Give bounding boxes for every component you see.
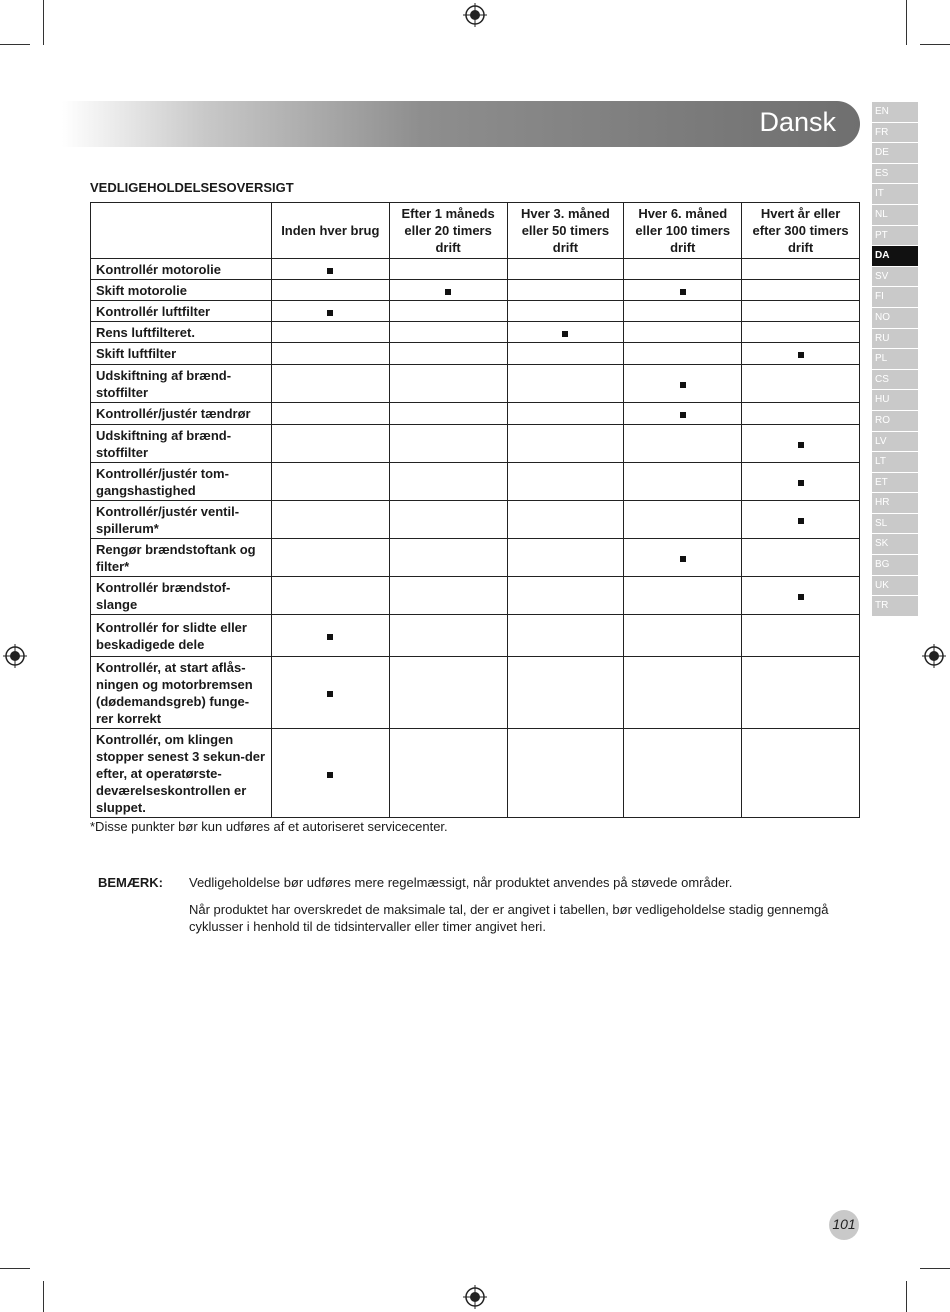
table-row <box>91 301 860 322</box>
task-cell: Kontrollér, at start aflås-ningen og motorbremsen (dødemandsgreb) funge-rer korrekt <box>91 657 272 729</box>
interval-cell <box>507 501 624 539</box>
table-row <box>91 403 860 425</box>
interval-cell <box>742 365 860 403</box>
interval-cell <box>389 501 507 539</box>
interval-cell <box>271 403 389 425</box>
table-row <box>91 615 860 657</box>
language-tab-lt: LT <box>872 452 918 472</box>
interval-cell <box>507 280 624 301</box>
interval-cell <box>271 615 389 657</box>
task-cell: Skift motorolie <box>91 280 272 301</box>
language-tab-uk: UK <box>872 576 918 596</box>
registration-mark-icon <box>3 644 27 668</box>
interval-cell <box>271 301 389 322</box>
task-cell: Kontrollér, om klingen stopper senest 3 sekun-der efter, at operatørste-deværelseskontrollen er sluppet. <box>91 729 272 818</box>
language-tab-nl: NL <box>872 205 918 225</box>
header-band <box>62 101 860 147</box>
language-tab-lv: LV <box>872 432 918 452</box>
interval-cell <box>624 301 742 322</box>
table-row <box>91 365 860 403</box>
interval-cell <box>507 463 624 501</box>
task-cell: Rens luftfilteret. <box>91 322 272 343</box>
crop-mark <box>43 0 44 45</box>
interval-cell <box>742 301 860 322</box>
interval-cell <box>624 577 742 615</box>
interval-cell <box>742 501 860 539</box>
check-mark-icon <box>798 594 804 600</box>
check-mark-icon <box>327 268 333 274</box>
interval-cell <box>507 365 624 403</box>
check-mark-icon <box>327 772 333 778</box>
crop-mark <box>0 44 30 45</box>
interval-cell <box>389 615 507 657</box>
language-tab-it: IT <box>872 184 918 204</box>
table-row <box>91 343 860 365</box>
language-tab-hu: HU <box>872 390 918 410</box>
table-row <box>91 501 860 539</box>
interval-cell <box>271 729 389 818</box>
task-cell: Skift luftfilter <box>91 343 272 365</box>
page-title: Dansk <box>759 107 836 137</box>
interval-cell <box>389 577 507 615</box>
interval-cell <box>624 463 742 501</box>
interval-cell <box>624 539 742 577</box>
check-mark-icon <box>327 691 333 697</box>
interval-cell <box>271 425 389 463</box>
table-row <box>91 322 860 343</box>
check-mark-icon <box>562 331 568 337</box>
table-row <box>91 729 860 818</box>
check-mark-icon <box>798 480 804 486</box>
page-number: 101 <box>829 1210 859 1240</box>
interval-cell <box>624 657 742 729</box>
interval-cell <box>742 615 860 657</box>
column-header <box>91 203 272 259</box>
interval-cell <box>507 425 624 463</box>
interval-cell <box>624 615 742 657</box>
language-tab-sk: SK <box>872 534 918 554</box>
interval-cell <box>507 657 624 729</box>
interval-cell <box>389 729 507 818</box>
language-tab-cs: CS <box>872 370 918 390</box>
column-header: Efter 1 måneds eller 20 timers drift <box>389 203 507 259</box>
interval-cell <box>271 657 389 729</box>
crop-mark <box>0 1268 30 1269</box>
note-paragraph: Vedligeholdelse bør udføres mere regelmæssigt, når produktet anvendes på støvede områder. <box>189 875 733 890</box>
crop-mark <box>43 1281 44 1312</box>
interval-cell <box>389 301 507 322</box>
table-row <box>91 425 860 463</box>
interval-cell <box>389 280 507 301</box>
interval-cell <box>271 259 389 280</box>
column-header: Hver 6. måned eller 100 timers drift <box>624 203 742 259</box>
interval-cell <box>389 259 507 280</box>
language-tab-sl: SL <box>872 514 918 534</box>
section-title: VEDLIGEHOLDELSESOVERSIGT <box>90 180 294 195</box>
language-tab-pl: PL <box>872 349 918 369</box>
language-tab-no: NO <box>872 308 918 328</box>
language-tab-bg: BG <box>872 555 918 575</box>
language-tab-ro: RO <box>872 411 918 431</box>
column-header: Inden hver brug <box>271 203 389 259</box>
interval-cell <box>507 322 624 343</box>
crop-mark <box>906 1281 907 1312</box>
interval-cell <box>507 577 624 615</box>
language-tab-et: ET <box>872 473 918 493</box>
interval-cell <box>389 539 507 577</box>
interval-cell <box>742 657 860 729</box>
interval-cell <box>624 365 742 403</box>
task-cell: Kontrollér/justér ventil-spillerum* <box>91 501 272 539</box>
language-tab-sv: SV <box>872 267 918 287</box>
interval-cell <box>742 539 860 577</box>
crop-mark <box>906 0 907 45</box>
interval-cell <box>271 501 389 539</box>
interval-cell <box>742 322 860 343</box>
interval-cell <box>389 322 507 343</box>
interval-cell <box>742 259 860 280</box>
language-tab-da: DA <box>872 246 918 266</box>
check-mark-icon <box>798 518 804 524</box>
language-tab-en: EN <box>872 102 918 122</box>
interval-cell <box>624 729 742 818</box>
language-tab-fr: FR <box>872 123 918 143</box>
task-cell: Kontrollér/justér tændrør <box>91 403 272 425</box>
task-cell: Kontrollér brændstof-slange <box>91 577 272 615</box>
interval-cell <box>624 425 742 463</box>
task-cell: Rengør brændstoftank og filter* <box>91 539 272 577</box>
language-tab-ru: RU <box>872 329 918 349</box>
interval-cell <box>389 425 507 463</box>
table-row <box>91 259 860 280</box>
interval-cell <box>507 615 624 657</box>
language-tab-fi: FI <box>872 287 918 307</box>
interval-cell <box>507 403 624 425</box>
check-mark-icon <box>327 634 333 640</box>
table-row <box>91 463 860 501</box>
interval-cell <box>624 322 742 343</box>
interval-cell <box>742 425 860 463</box>
language-tabs <box>872 102 918 617</box>
task-cell: Kontrollér luftfilter <box>91 301 272 322</box>
language-tab-tr: TR <box>872 596 918 616</box>
language-tab-es: ES <box>872 164 918 184</box>
interval-cell <box>507 729 624 818</box>
check-mark-icon <box>680 382 686 388</box>
interval-cell <box>624 259 742 280</box>
interval-cell <box>742 577 860 615</box>
interval-cell <box>271 463 389 501</box>
check-mark-icon <box>680 556 686 562</box>
interval-cell <box>389 403 507 425</box>
table-row <box>91 539 860 577</box>
crop-mark <box>920 1268 950 1269</box>
interval-cell <box>271 365 389 403</box>
language-tab-pt: PT <box>872 226 918 246</box>
interval-cell <box>624 280 742 301</box>
table-row <box>91 280 860 301</box>
maintenance-table <box>90 202 860 818</box>
task-cell: Kontrollér for slidte eller beskadigede dele <box>91 615 272 657</box>
interval-cell <box>389 343 507 365</box>
interval-cell <box>742 280 860 301</box>
interval-cell <box>624 501 742 539</box>
interval-cell <box>624 343 742 365</box>
interval-cell <box>742 343 860 365</box>
interval-cell <box>271 280 389 301</box>
interval-cell <box>271 539 389 577</box>
task-cell: Udskiftning af brænd-stoffilter <box>91 365 272 403</box>
interval-cell <box>271 322 389 343</box>
task-cell: Kontrollér/justér tom-gangshastighed <box>91 463 272 501</box>
interval-cell <box>389 463 507 501</box>
interval-cell <box>507 539 624 577</box>
note-paragraph: Når produktet har overskredet de maksimale tal, der er angivet i tabellen, bør vedligeholdelse stadig gennemgå cyklusser i henhold til de tidsintervaller eller timer angivet heri. <box>189 902 829 934</box>
interval-cell <box>742 463 860 501</box>
registration-mark-icon <box>463 1285 487 1309</box>
check-mark-icon <box>798 442 804 448</box>
interval-cell <box>742 403 860 425</box>
check-mark-icon <box>798 352 804 358</box>
interval-cell <box>507 343 624 365</box>
registration-mark-icon <box>463 3 487 27</box>
check-mark-icon <box>327 310 333 316</box>
interval-cell <box>389 365 507 403</box>
interval-cell <box>507 259 624 280</box>
interval-cell <box>271 343 389 365</box>
language-tab-de: DE <box>872 143 918 163</box>
task-cell: Kontrollér motorolie <box>91 259 272 280</box>
footnote: *Disse punkter bør kun udføres af et autoriseret servicecenter. <box>90 819 448 834</box>
language-tab-hr: HR <box>872 493 918 513</box>
check-mark-icon <box>445 289 451 295</box>
note-label: BEMÆRK: <box>98 875 163 890</box>
table-row <box>91 577 860 615</box>
interval-cell <box>389 657 507 729</box>
table-header-row <box>91 203 860 259</box>
registration-mark-icon <box>922 644 946 668</box>
interval-cell <box>507 301 624 322</box>
task-cell: Udskiftning af brænd-stoffilter <box>91 425 272 463</box>
crop-mark <box>920 44 950 45</box>
check-mark-icon <box>680 412 686 418</box>
interval-cell <box>271 577 389 615</box>
check-mark-icon <box>680 289 686 295</box>
interval-cell <box>624 403 742 425</box>
interval-cell <box>742 729 860 818</box>
table-row <box>91 657 860 729</box>
column-header: Hver 3. måned eller 50 timers drift <box>507 203 624 259</box>
column-header: Hvert år eller efter 300 timers drift <box>742 203 860 259</box>
